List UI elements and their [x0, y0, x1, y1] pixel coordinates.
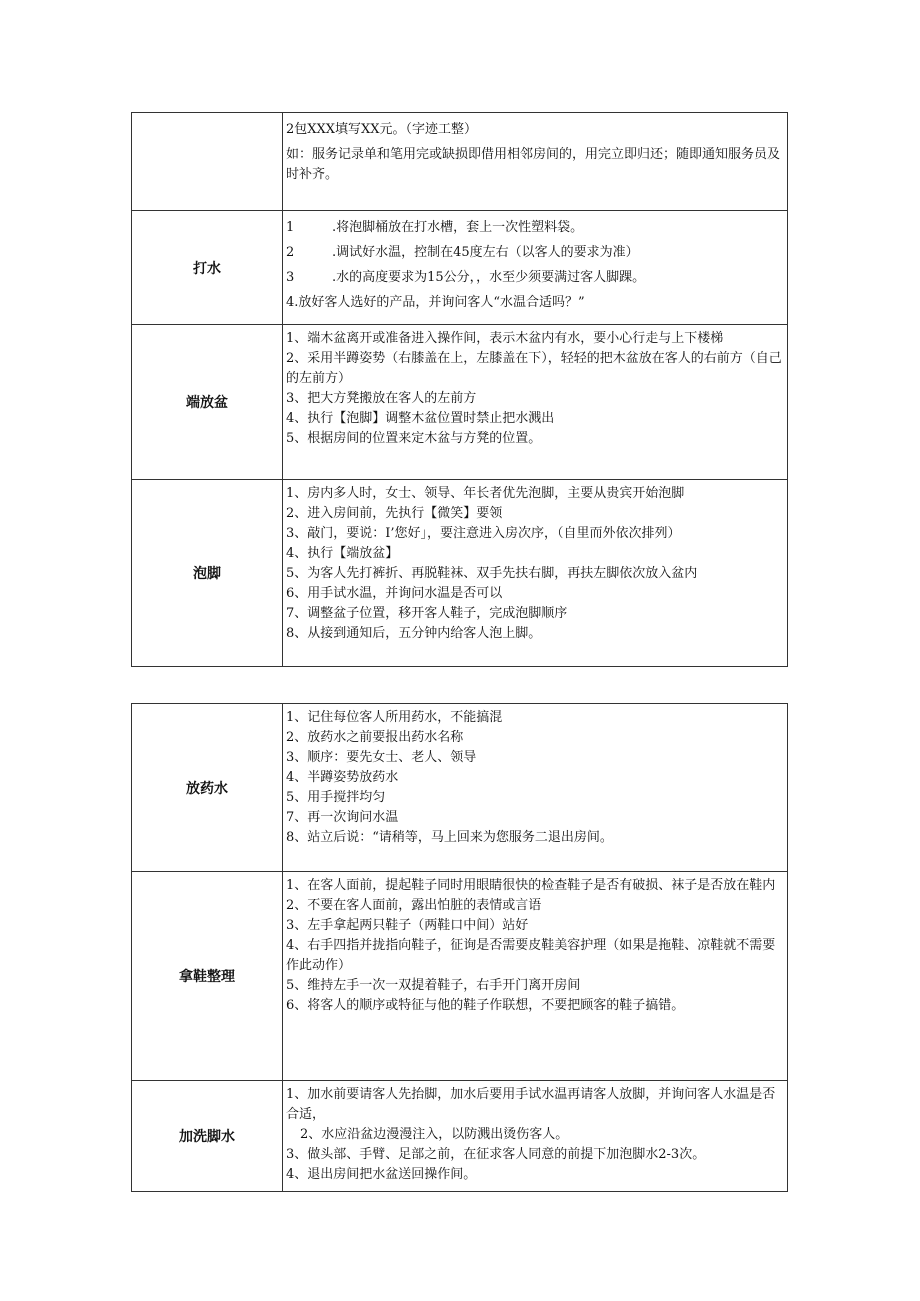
table-row	[132, 872, 788, 1081]
content-line: 3、做头部、手臂、足部之前，在征求客人同意的前提下加泡脚水2-3次。	[286, 1147, 706, 1162]
content-line: 4.放好客人选好的产品，并询问客人“水温合适吗？”	[286, 295, 585, 310]
content-line: 4、退出房间把水盆送回操作间。	[286, 1167, 477, 1182]
content-line: 3、顺序：要先女士、老人、领导	[286, 750, 477, 765]
item-number: 2	[286, 245, 295, 260]
list-item	[286, 240, 785, 265]
content-line: 3、左手拿起两只鞋子（两鞋口中间）站好	[286, 918, 529, 933]
content-line: 4、半蹲姿势放药水	[286, 770, 399, 785]
content-line: 1、端木盆离开或准备进入操作间，表示木盆内有水，要小心行走与上下楼梯	[286, 331, 724, 346]
table-row	[132, 211, 788, 325]
row-content	[283, 480, 788, 667]
row-label	[132, 113, 283, 211]
content-line: 2包XXX填写XX元。（字迹工整）	[286, 122, 478, 137]
content-line: 2、采用半蹲姿势（右膝盖在上，左膝盖在下），轻轻的把木盆放在客人的右前方（自己的左前方）	[286, 351, 782, 386]
row-content	[283, 325, 788, 480]
content-line: 2、不要在客人面前，露出怕脏的表情或言语	[286, 898, 542, 913]
row-label: 端放盆	[132, 325, 283, 480]
row-content	[283, 1081, 788, 1192]
content-line: 5、用手搅拌均匀	[286, 790, 386, 805]
item-number: 1	[286, 220, 295, 235]
content-line: 6、将客人的顺序或特征与他的鞋子作联想，不要把顾客的鞋子搞错。	[286, 998, 685, 1013]
row-content	[283, 872, 788, 1081]
row-content	[283, 704, 788, 872]
item-number: 3	[286, 270, 295, 285]
table-row	[132, 704, 788, 872]
item-text: .将泡脚桶放在打水槽，套上一次性塑料袋。	[332, 220, 584, 235]
row-label: 泡脚	[132, 480, 283, 667]
row-content	[283, 211, 788, 325]
content-line: 4、执行【端放盆】	[286, 546, 399, 561]
content-line: 8、从接到通知后，五分钟内给客人泡上脚。	[286, 626, 542, 641]
content-line: 1、在客人面前，提起鞋子同时用眼睛很快的检查鞋子是否有破损、袜子是否放在鞋内	[286, 878, 776, 893]
list-item	[286, 215, 785, 240]
content-line: 4、右手四指并拢指向鞋子，征询是否需要皮鞋美容护理（如果是拖鞋、凉鞋就不需要作此动作）	[286, 938, 776, 973]
list-item	[286, 265, 785, 290]
table-row	[132, 1081, 788, 1192]
content-line: 3、敲门，要说：I’您好」，要注意进入房次序，（自里而外依次排列）	[286, 526, 681, 541]
content-line: 1、房内多人时，女士、领导、年长者优先泡脚，主要从贵宾开始泡脚	[286, 486, 685, 501]
content-line: 6、用手试水温，并询问水温是否可以	[286, 586, 503, 601]
procedure-table-2	[131, 703, 788, 1192]
item-text: .调试好水温，控制在45度左右（以客人的要求为准）	[332, 245, 639, 260]
content-line: 7、调整盆子位置，移开客人鞋子，完成泡脚顺序	[286, 606, 568, 621]
row-label: 加洗脚水	[132, 1081, 283, 1192]
content-line: 如：服务记录单和笔用完或缺损即借用相邻房间的，用完立即归还；随即通知服务员及时补齐。	[286, 147, 781, 182]
content-line: 1、记住每位客人所用药水，不能搞混	[286, 710, 503, 725]
content-line: 5、维持左手一次一双提着鞋子，右手开门离开房间	[286, 978, 581, 993]
content-line: 2、水应沿盆边漫漫注入，以防溅出烫伤客人。	[300, 1127, 569, 1142]
row-label: 打水	[132, 211, 283, 325]
item-text: .水的高度要求为15公分，，水至少须要满过客人脚踝。	[332, 270, 646, 285]
table-row	[132, 480, 788, 667]
content-line: 5、为客人先打裤折、再脱鞋袜、双手先扶右脚，再扶左脚依次放入盆内	[286, 566, 698, 581]
content-line: 3、把大方凳搬放在客人的左前方	[286, 391, 477, 406]
table-row	[132, 325, 788, 480]
row-content	[283, 113, 788, 211]
content-line: 4、执行【泡脚】调整木盆位置时禁止把水溅出	[286, 411, 555, 426]
procedure-table-1	[131, 112, 788, 667]
row-label: 拿鞋整理	[132, 872, 283, 1081]
content-line: 2、进入房间前，先执行【微笑】要领	[286, 506, 503, 521]
content-line: 8、站立后说：“请稍等，马上回来为您服务二退出房间。	[286, 830, 613, 845]
content-line: 5、根据房间的位置来定木盆与方凳的位置。	[286, 431, 542, 446]
content-line: 2、放药水之前要报出药水名称	[286, 730, 464, 745]
content-line: 7、再一次询问水温	[286, 810, 399, 825]
table-row	[132, 113, 788, 211]
row-label: 放药水	[132, 704, 283, 872]
content-line: 1、加水前要请客人先抬脚，加水后要用手试水温再请客人放脚，并询问客人水温是否合适，	[286, 1087, 776, 1122]
